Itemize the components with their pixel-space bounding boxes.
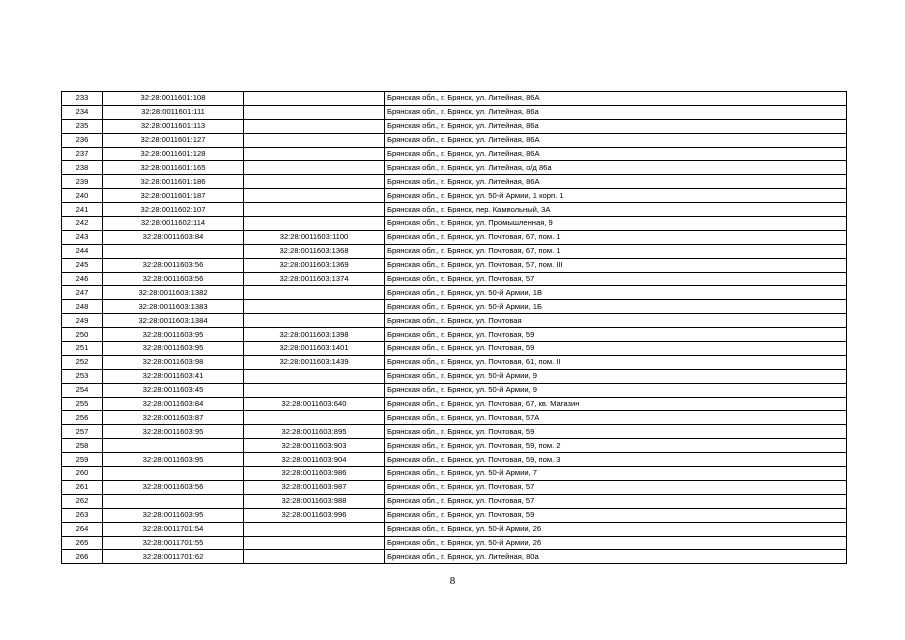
row-number-cell: 249 bbox=[62, 314, 103, 328]
parent-cadastral-number-cell: 32:28:0011601:187 bbox=[103, 189, 244, 203]
table-row bbox=[62, 161, 847, 175]
child-cadastral-number-cell: 32:28:0011603:986 bbox=[244, 467, 385, 481]
address-cell: Брянская обл., г. Брянск, ул. 50-й Армии, 26 bbox=[385, 522, 847, 536]
parent-cadastral-number-cell: 32:28:0011601:186 bbox=[103, 175, 244, 189]
row-number-cell: 256 bbox=[62, 411, 103, 425]
table-row bbox=[62, 244, 847, 258]
address-cell: Брянская обл., г. Брянск, ул. Почтовая, 59, пом. 3 bbox=[385, 453, 847, 467]
table-row bbox=[62, 439, 847, 453]
table-row bbox=[62, 258, 847, 272]
address-cell: Брянская обл., г. Брянск, ул. Почтовая, 67, пом. 1 bbox=[385, 230, 847, 244]
address-cell: Брянская обл., г. Брянск, ул. 50-й Армии, 1 корп. 1 bbox=[385, 189, 847, 203]
child-cadastral-number-cell bbox=[244, 189, 385, 203]
address-cell: Брянская обл., г. Брянск, ул. Литейная, 86А bbox=[385, 175, 847, 189]
row-number-cell: 250 bbox=[62, 328, 103, 342]
child-cadastral-number-cell bbox=[244, 147, 385, 161]
child-cadastral-number-cell: 32:28:0011603:1401 bbox=[244, 342, 385, 356]
parent-cadastral-number-cell: 32:28:0011603:95 bbox=[103, 508, 244, 522]
page-number: 8 bbox=[449, 575, 456, 587]
address-cell: Брянская обл., г. Брянск, ул. Литейная, 86А bbox=[385, 92, 847, 106]
parent-cadastral-number-cell bbox=[103, 439, 244, 453]
row-number-cell: 265 bbox=[62, 536, 103, 550]
parent-cadastral-number-cell: 32:28:0011603:84 bbox=[103, 230, 244, 244]
address-cell: Брянская обл., г. Брянск, пер. Камвольный, 3А bbox=[385, 203, 847, 217]
child-cadastral-number-cell: 32:28:0011603:640 bbox=[244, 397, 385, 411]
address-cell: Брянская обл., г. Брянск, ул. 50-й Армии, 1Б bbox=[385, 300, 847, 314]
table-row bbox=[62, 133, 847, 147]
parent-cadastral-number-cell: 32:28:0011603:95 bbox=[103, 425, 244, 439]
child-cadastral-number-cell: 32:28:0011603:987 bbox=[244, 480, 385, 494]
address-cell: Брянская обл., г. Брянск, ул. Почтовая, 67, пом. 1 bbox=[385, 244, 847, 258]
address-cell: Брянская обл., г. Брянск, ул. Почтовая, 57 bbox=[385, 494, 847, 508]
address-cell: Брянская обл., г. Брянск, ул. Почтовая, 57, пом. III bbox=[385, 258, 847, 272]
address-cell: Брянская обл., г. Брянск, ул. Почтовая, 57 bbox=[385, 272, 847, 286]
child-cadastral-number-cell bbox=[244, 119, 385, 133]
row-number-cell: 255 bbox=[62, 397, 103, 411]
address-cell: Брянская обл., г. Брянск, ул. 50-й Армии, 1В bbox=[385, 286, 847, 300]
parent-cadastral-number-cell: 32:28:0011603:95 bbox=[103, 328, 244, 342]
parent-cadastral-number-cell: 32:28:0011603:56 bbox=[103, 480, 244, 494]
table-row bbox=[62, 425, 847, 439]
child-cadastral-number-cell: 32:28:0011603:1439 bbox=[244, 355, 385, 369]
address-cell: Брянская обл., г. Брянск, ул. Промышленная, 9 bbox=[385, 217, 847, 231]
table-row bbox=[62, 105, 847, 119]
child-cadastral-number-cell bbox=[244, 133, 385, 147]
parent-cadastral-number-cell: 32:28:0011603:1382 bbox=[103, 286, 244, 300]
row-number-cell: 241 bbox=[62, 203, 103, 217]
parent-cadastral-number-cell: 32:28:0011603:87 bbox=[103, 411, 244, 425]
child-cadastral-number-cell bbox=[244, 92, 385, 106]
table-row bbox=[62, 467, 847, 481]
address-cell: Брянская обл., г. Брянск, ул. Литейная, 86а bbox=[385, 119, 847, 133]
parent-cadastral-number-cell: 32:28:0011603:95 bbox=[103, 453, 244, 467]
address-cell: Брянская обл., г. Брянск, ул. Литейная, 86а bbox=[385, 105, 847, 119]
child-cadastral-number-cell bbox=[244, 314, 385, 328]
child-cadastral-number-cell bbox=[244, 369, 385, 383]
row-number-cell: 238 bbox=[62, 161, 103, 175]
address-cell: Брянская обл., г. Брянск, ул. Почтовая bbox=[385, 314, 847, 328]
child-cadastral-number-cell: 32:28:0011603:1374 bbox=[244, 272, 385, 286]
address-cell: Брянская обл., г. Брянск, ул. Почтовая, 61, пом. II bbox=[385, 355, 847, 369]
row-number-cell: 237 bbox=[62, 147, 103, 161]
row-number-cell: 253 bbox=[62, 369, 103, 383]
parent-cadastral-number-cell: 32:28:0011701:62 bbox=[103, 550, 244, 564]
row-number-cell: 260 bbox=[62, 467, 103, 481]
table-row bbox=[62, 92, 847, 106]
row-number-cell: 258 bbox=[62, 439, 103, 453]
address-cell: Брянская обл., г. Брянск, ул. Почтовая, 57А bbox=[385, 411, 847, 425]
row-number-cell: 254 bbox=[62, 383, 103, 397]
address-cell: Брянская обл., г. Брянск, ул. 50-й Армии, 26 bbox=[385, 536, 847, 550]
parent-cadastral-number-cell: 32:28:0011603:45 bbox=[103, 383, 244, 397]
row-number-cell: 234 bbox=[62, 105, 103, 119]
parent-cadastral-number-cell: 32:28:0011603:95 bbox=[103, 342, 244, 356]
address-cell: Брянская обл., г. Брянск, ул. Почтовая, 59 bbox=[385, 508, 847, 522]
child-cadastral-number-cell bbox=[244, 286, 385, 300]
table-row bbox=[62, 300, 847, 314]
row-number-cell: 259 bbox=[62, 453, 103, 467]
table-row bbox=[62, 119, 847, 133]
table-row bbox=[62, 397, 847, 411]
table-row bbox=[62, 355, 847, 369]
row-number-cell: 244 bbox=[62, 244, 103, 258]
row-number-cell: 242 bbox=[62, 217, 103, 231]
parent-cadastral-number-cell: 32:28:0011701:55 bbox=[103, 536, 244, 550]
child-cadastral-number-cell: 32:28:0011603:895 bbox=[244, 425, 385, 439]
table-row bbox=[62, 147, 847, 161]
address-cell: Брянская обл., г. Брянск, ул. Почтовая, 59 bbox=[385, 342, 847, 356]
child-cadastral-number-cell bbox=[244, 383, 385, 397]
row-number-cell: 247 bbox=[62, 286, 103, 300]
child-cadastral-number-cell: 32:28:0011603:1100 bbox=[244, 230, 385, 244]
cadastral-table bbox=[61, 91, 847, 564]
child-cadastral-number-cell: 32:28:0011603:904 bbox=[244, 453, 385, 467]
row-number-cell: 235 bbox=[62, 119, 103, 133]
table-row bbox=[62, 453, 847, 467]
row-number-cell: 236 bbox=[62, 133, 103, 147]
parent-cadastral-number-cell: 32:28:0011603:56 bbox=[103, 272, 244, 286]
row-number-cell: 248 bbox=[62, 300, 103, 314]
row-number-cell: 261 bbox=[62, 480, 103, 494]
address-cell: Брянская обл., г. Брянск, ул. Литейная, о/д 86а bbox=[385, 161, 847, 175]
parent-cadastral-number-cell: 32:28:0011701:54 bbox=[103, 522, 244, 536]
row-number-cell: 262 bbox=[62, 494, 103, 508]
child-cadastral-number-cell bbox=[244, 203, 385, 217]
parent-cadastral-number-cell bbox=[103, 467, 244, 481]
table-row bbox=[62, 314, 847, 328]
address-cell: Брянская обл., г. Брянск, ул. 50-й Армии, 7 bbox=[385, 467, 847, 481]
table-row bbox=[62, 230, 847, 244]
parent-cadastral-number-cell: 32:28:0011601:113 bbox=[103, 119, 244, 133]
row-number-cell: 246 bbox=[62, 272, 103, 286]
row-number-cell: 239 bbox=[62, 175, 103, 189]
parent-cadastral-number-cell: 32:28:0011601:111 bbox=[103, 105, 244, 119]
table-row bbox=[62, 550, 847, 564]
child-cadastral-number-cell bbox=[244, 522, 385, 536]
row-number-cell: 266 bbox=[62, 550, 103, 564]
table-row bbox=[62, 494, 847, 508]
parent-cadastral-number-cell: 32:28:0011601:108 bbox=[103, 92, 244, 106]
child-cadastral-number-cell bbox=[244, 161, 385, 175]
child-cadastral-number-cell: 32:28:0011603:1369 bbox=[244, 258, 385, 272]
child-cadastral-number-cell: 32:28:0011603:903 bbox=[244, 439, 385, 453]
row-number-cell: 240 bbox=[62, 189, 103, 203]
table-row bbox=[62, 328, 847, 342]
parent-cadastral-number-cell: 32:28:0011602:107 bbox=[103, 203, 244, 217]
parent-cadastral-number-cell: 32:28:0011602:114 bbox=[103, 217, 244, 231]
parent-cadastral-number-cell bbox=[103, 494, 244, 508]
parent-cadastral-number-cell: 32:28:0011603:98 bbox=[103, 355, 244, 369]
table-row bbox=[62, 383, 847, 397]
child-cadastral-number-cell bbox=[244, 411, 385, 425]
child-cadastral-number-cell bbox=[244, 536, 385, 550]
child-cadastral-number-cell: 32:28:0011603:1398 bbox=[244, 328, 385, 342]
table-row bbox=[62, 203, 847, 217]
address-cell: Брянская обл., г. Брянск, ул. 50-й Армии, 9 bbox=[385, 369, 847, 383]
child-cadastral-number-cell: 32:28:0011603:988 bbox=[244, 494, 385, 508]
address-cell: Брянская обл., г. Брянск, ул. Почтовая, 67, кв. Магазин bbox=[385, 397, 847, 411]
address-cell: Брянская обл., г. Брянск, ул. Литейная, 80а bbox=[385, 550, 847, 564]
table-row bbox=[62, 175, 847, 189]
table-row bbox=[62, 411, 847, 425]
address-cell: Брянская обл., г. Брянск, ул. Почтовая, 59 bbox=[385, 328, 847, 342]
child-cadastral-number-cell bbox=[244, 175, 385, 189]
table-row bbox=[62, 522, 847, 536]
child-cadastral-number-cell bbox=[244, 550, 385, 564]
table-row bbox=[62, 508, 847, 522]
parent-cadastral-number-cell: 32:28:0011603:1384 bbox=[103, 314, 244, 328]
row-number-cell: 252 bbox=[62, 355, 103, 369]
parent-cadastral-number-cell: 32:28:0011603:56 bbox=[103, 258, 244, 272]
table-row bbox=[62, 272, 847, 286]
child-cadastral-number-cell bbox=[244, 105, 385, 119]
address-cell: Брянская обл., г. Брянск, ул. Почтовая, 59, пом. 2 bbox=[385, 439, 847, 453]
address-cell: Брянская обл., г. Брянск, ул. Почтовая, 59 bbox=[385, 425, 847, 439]
parent-cadastral-number-cell: 32:28:0011603:41 bbox=[103, 369, 244, 383]
parent-cadastral-number-cell: 32:28:0011601:165 bbox=[103, 161, 244, 175]
parent-cadastral-number-cell bbox=[103, 244, 244, 258]
table-body bbox=[62, 92, 847, 564]
address-cell: Брянская обл., г. Брянск, ул. Почтовая, 57 bbox=[385, 480, 847, 494]
row-number-cell: 257 bbox=[62, 425, 103, 439]
parent-cadastral-number-cell: 32:28:0011601:127 bbox=[103, 133, 244, 147]
row-number-cell: 243 bbox=[62, 230, 103, 244]
parent-cadastral-number-cell: 32:28:0011603:84 bbox=[103, 397, 244, 411]
address-cell: Брянская обл., г. Брянск, ул. Литейная, 86А bbox=[385, 133, 847, 147]
row-number-cell: 263 bbox=[62, 508, 103, 522]
parent-cadastral-number-cell: 32:28:0011601:128 bbox=[103, 147, 244, 161]
address-cell: Брянская обл., г. Брянск, ул. 50-й Армии, 9 bbox=[385, 383, 847, 397]
child-cadastral-number-cell: 32:28:0011603:996 bbox=[244, 508, 385, 522]
row-number-cell: 233 bbox=[62, 92, 103, 106]
address-cell: Брянская обл., г. Брянск, ул. Литейная, 86А bbox=[385, 147, 847, 161]
parent-cadastral-number-cell: 32:28:0011603:1383 bbox=[103, 300, 244, 314]
row-number-cell: 264 bbox=[62, 522, 103, 536]
row-number-cell: 245 bbox=[62, 258, 103, 272]
table-row bbox=[62, 286, 847, 300]
child-cadastral-number-cell bbox=[244, 300, 385, 314]
table-row bbox=[62, 480, 847, 494]
row-number-cell: 251 bbox=[62, 342, 103, 356]
table-row bbox=[62, 217, 847, 231]
child-cadastral-number-cell bbox=[244, 217, 385, 231]
table-row bbox=[62, 189, 847, 203]
table-row bbox=[62, 342, 847, 356]
table-row bbox=[62, 536, 847, 550]
table-row bbox=[62, 369, 847, 383]
child-cadastral-number-cell: 32:28:0011603:1368 bbox=[244, 244, 385, 258]
